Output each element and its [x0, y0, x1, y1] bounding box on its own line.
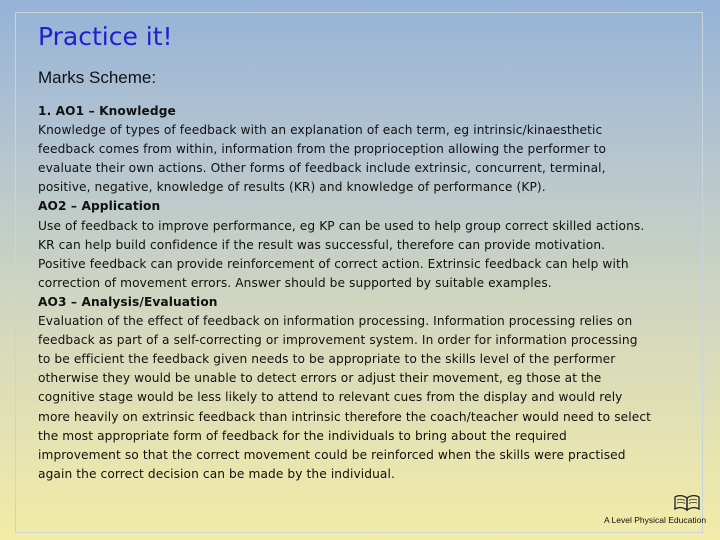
section-heading: AO2 – Application	[38, 199, 161, 214]
body-line: KR can help build confidence if the result was successful, therefore can provide motivation.	[38, 237, 606, 252]
body-line: again the correct decision can be made by the individual.	[38, 466, 395, 481]
body-line: otherwise they would be unable to detect errors or adjust their movement, eg those at the	[38, 371, 602, 386]
body-line: improvement so that the correct movement could be reinforced when the skills were practised	[38, 447, 626, 462]
section-heading: AO3 – Analysis/Evaluation	[38, 294, 218, 309]
body-line: to be efficient the feedback given needs to be appropriate to the skills level of the performer	[38, 352, 616, 367]
body-line: the most appropriate form of feedback for the individuals to bring about the required	[38, 428, 567, 443]
section-heading: 1. AO1 – Knowledge	[38, 104, 176, 118]
open-book-icon	[674, 494, 700, 512]
body-line: correction of movement errors. Answer should be supported by suitable examples.	[38, 275, 552, 290]
slide-title: Practice it!	[38, 22, 173, 51]
body-line: Knowledge of types of feedback with an explanation of each term, eg intrinsic/kinaesthetic	[38, 123, 603, 138]
body-line: Evaluation of the effect of feedback on information processing. Information processing relies on	[38, 314, 633, 329]
body-line: feedback comes from within, information from the proprioception allowing the performer to	[38, 142, 607, 157]
body-line: positive, negative, knowledge of results (KR) and knowledge of performance (KP).	[38, 180, 546, 195]
body-line: cognitive stage would be less likely to attend to relevant cues from the display and would rely	[38, 390, 623, 405]
body-line: evaluate their own actions. Other forms of feedback include extrinsic, concurrent, terminal,	[38, 161, 606, 176]
body-line: Use of feedback to improve performance, eg KP can be used to help group correct skilled actions.	[38, 218, 645, 233]
marks-scheme-heading: Marks Scheme:	[38, 68, 157, 87]
logo-text: A Level Physical Education	[604, 515, 707, 525]
body-line: more heavily on extrinsic feedback than intrinsic therefore the coach/teacher would need to select	[38, 409, 652, 424]
logo	[604, 494, 708, 528]
body-line: Positive feedback can provide reinforcement of correct action. Extrinsic feedback can help with	[38, 256, 629, 271]
body-line: feedback as part of a self-correcting or improvement system. In order for information processing	[38, 333, 638, 348]
mark-scheme-body	[38, 102, 698, 484]
